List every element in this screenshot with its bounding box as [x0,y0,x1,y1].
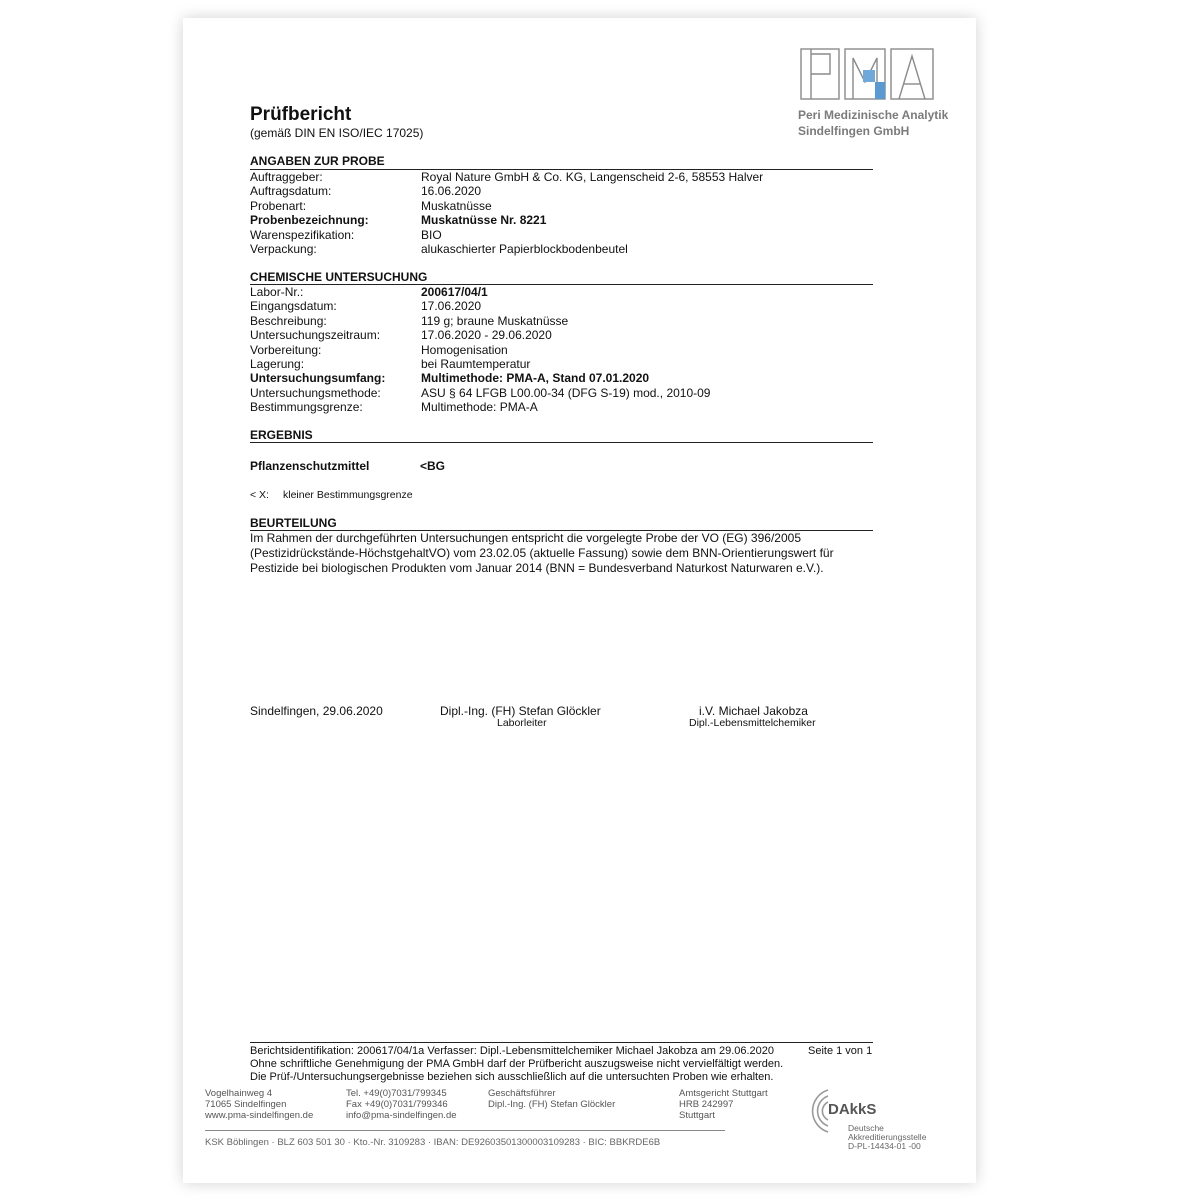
field-value: 200617/04/1 [421,285,488,299]
dakks-line1: Deutsche [848,1123,884,1133]
field-value: alukaschierter Papierblockbodenbeutel [421,242,628,257]
field-label: Warenspezifikation: [250,227,355,242]
field-label: Untersuchungsmethode: [250,385,381,400]
field-label: Verpackung: [250,242,317,257]
field-label: Auftragsdatum: [250,184,332,199]
field-label: Lagerung: [250,357,305,372]
section-heading-beurteilung: BEURTEILUNG [250,516,337,530]
field-value: Homogenisation [421,342,508,357]
court-line: Amtsgericht Stuttgart [679,1088,768,1099]
field-label: Eingangsdatum: [250,299,337,314]
signer2-name: i.V. Michael Jakobza [699,704,808,718]
signer2-role: Dipl.-Lebensmittelchemiker [689,717,816,729]
court-line: Stuttgart [679,1110,715,1121]
field-value: bei Raumtemperatur [421,357,531,372]
section-divider [250,442,873,443]
field-value: BIO [421,227,442,242]
section-heading-chem: CHEMISCHE UNTERSUCHUNG [250,270,428,284]
field-value: 119 g; braune Muskatnüsse [421,313,569,328]
field-label: Probenbezeichnung: [250,213,369,228]
legend-symbol: < X: [250,489,269,501]
logo-company-line2: Sindelfingen GmbH [798,124,910,138]
report-subtitle: (gemäß DIN EN ISO/IEC 17025) [250,126,424,140]
company-contact [346,1088,457,1121]
report-identification: Berichtsidentifikation: 200617/04/1a Verfasser: Dipl.-Lebensmittelchemiker Michael Jakobza am 29.06.2020 [250,1045,775,1057]
court-line: HRB 242997 [679,1099,734,1110]
company-management [488,1088,615,1110]
probe-details [250,170,763,256]
address-line: 71065 Sindelfingen [205,1099,287,1110]
section-heading-probe: ANGABEN ZUR PROBE [250,154,385,168]
signer1-role: Laborleiter [497,717,547,729]
field-label: Untersuchungszeitraum: [250,328,381,343]
report-page [183,18,976,1183]
page-number: Seite 1 von 1 [808,1045,873,1057]
dakks-line2: Akkreditierungsstelle [848,1132,927,1142]
footer-note-1: Ohne schriftliche Genehmigung der PMA GmbH darf der Prüfbericht auszugsweise nicht vervielfältigt werden. [250,1058,784,1070]
result-label: Pflanzenschutzmittel [250,459,370,473]
assessment-line-2: (Pestizidrückstände-HöchstgehaltVO) vom 23.02.05 (aktuelle Fassung) sowie dem BNN-Orientierungswert für [250,546,834,560]
bank-details: KSK Böblingen · BLZ 603 501 30 · Kto.-Nr. 3109283 · IBAN: DE92603501300003109283 · BIC: BBKRDE6B [205,1137,661,1148]
bank-divider [205,1130,725,1131]
field-label: Probenart: [250,198,307,213]
company-address [205,1088,313,1121]
dakks-name: DAkkS [828,1101,877,1118]
phone-number: Tel. +49(0)7031/799345 [346,1088,447,1099]
place-date: Sindelfingen, 29.06.2020 [250,704,383,718]
section-heading-ergebnis: ERGEBNIS [250,428,313,442]
logo-company-line1: Peri Medizinische Analytik [798,108,949,122]
fax-number: Fax +49(0)7031/799346 [346,1099,448,1110]
field-label: Auftraggeber: [250,170,323,184]
dakks-line3: D-PL-14434-01 -00 [848,1141,921,1151]
email-link[interactable]: info@pma-sindelfingen.de [346,1110,457,1121]
report-title: Prüfbericht [250,104,352,125]
field-value: ASU § 64 LFGB L00.00-34 (DFG S-19) mod., 2010-09 [421,385,711,400]
field-label: Beschreibung: [250,313,327,328]
management-label: Geschäftsführer [488,1088,556,1099]
assessment-line-1: Im Rahmen der durchgeführten Untersuchungen entspricht die vorgelegte Probe der VO (EG) 396/2005 [250,531,801,545]
field-label: Vorbereitung: [250,342,322,357]
field-value: Muskatnüsse [421,198,492,213]
address-line: Vogelhainweg 4 [205,1088,273,1099]
footer-divider [250,1042,873,1043]
pma-logo [800,48,934,100]
field-value: Multimethode: PMA-A, Stand 07.01.2020 [421,371,650,386]
dakks-accreditation-badge [798,1084,938,1154]
website-link[interactable]: www.pma-sindelfingen.de [205,1110,314,1121]
field-value: 17.06.2020 - 29.06.2020 [421,328,552,343]
assessment-line-3: Pestizide bei biologischen Produkten vom Januar 2014 (BNN = Bundesverband Naturkost Naturwaren e.V.). [250,561,824,575]
footer-note-2: Die Prüf-/Untersuchungsergebnisse beziehen sich ausschließlich auf die untersuchten Proben wie erhalten. [250,1071,774,1083]
result-value: <BG [420,459,446,473]
chem-details [250,285,710,415]
signer1-name: Dipl.-Ing. (FH) Stefan Glöckler [440,704,601,718]
field-value: 16.06.2020 [421,184,482,199]
dakks-arc-icon [798,1086,832,1136]
court-register [679,1088,768,1121]
field-label: Labor-Nr.: [250,285,304,299]
field-value: 17.06.2020 [421,299,482,314]
field-label: Untersuchungsumfang: [250,371,386,386]
field-value: Royal Nature GmbH & Co. KG, Langenscheid 2-6, 58553 Halver [421,170,764,184]
field-value: Multimethode: PMA-A [421,400,538,415]
management-name: Dipl.-Ing. (FH) Stefan Glöckler [488,1099,616,1110]
legend-text: kleiner Bestimmungsgrenze [283,489,413,501]
field-label: Bestimmungsgrenze: [250,400,363,415]
field-value: Muskatnüsse Nr. 8221 [421,213,547,228]
